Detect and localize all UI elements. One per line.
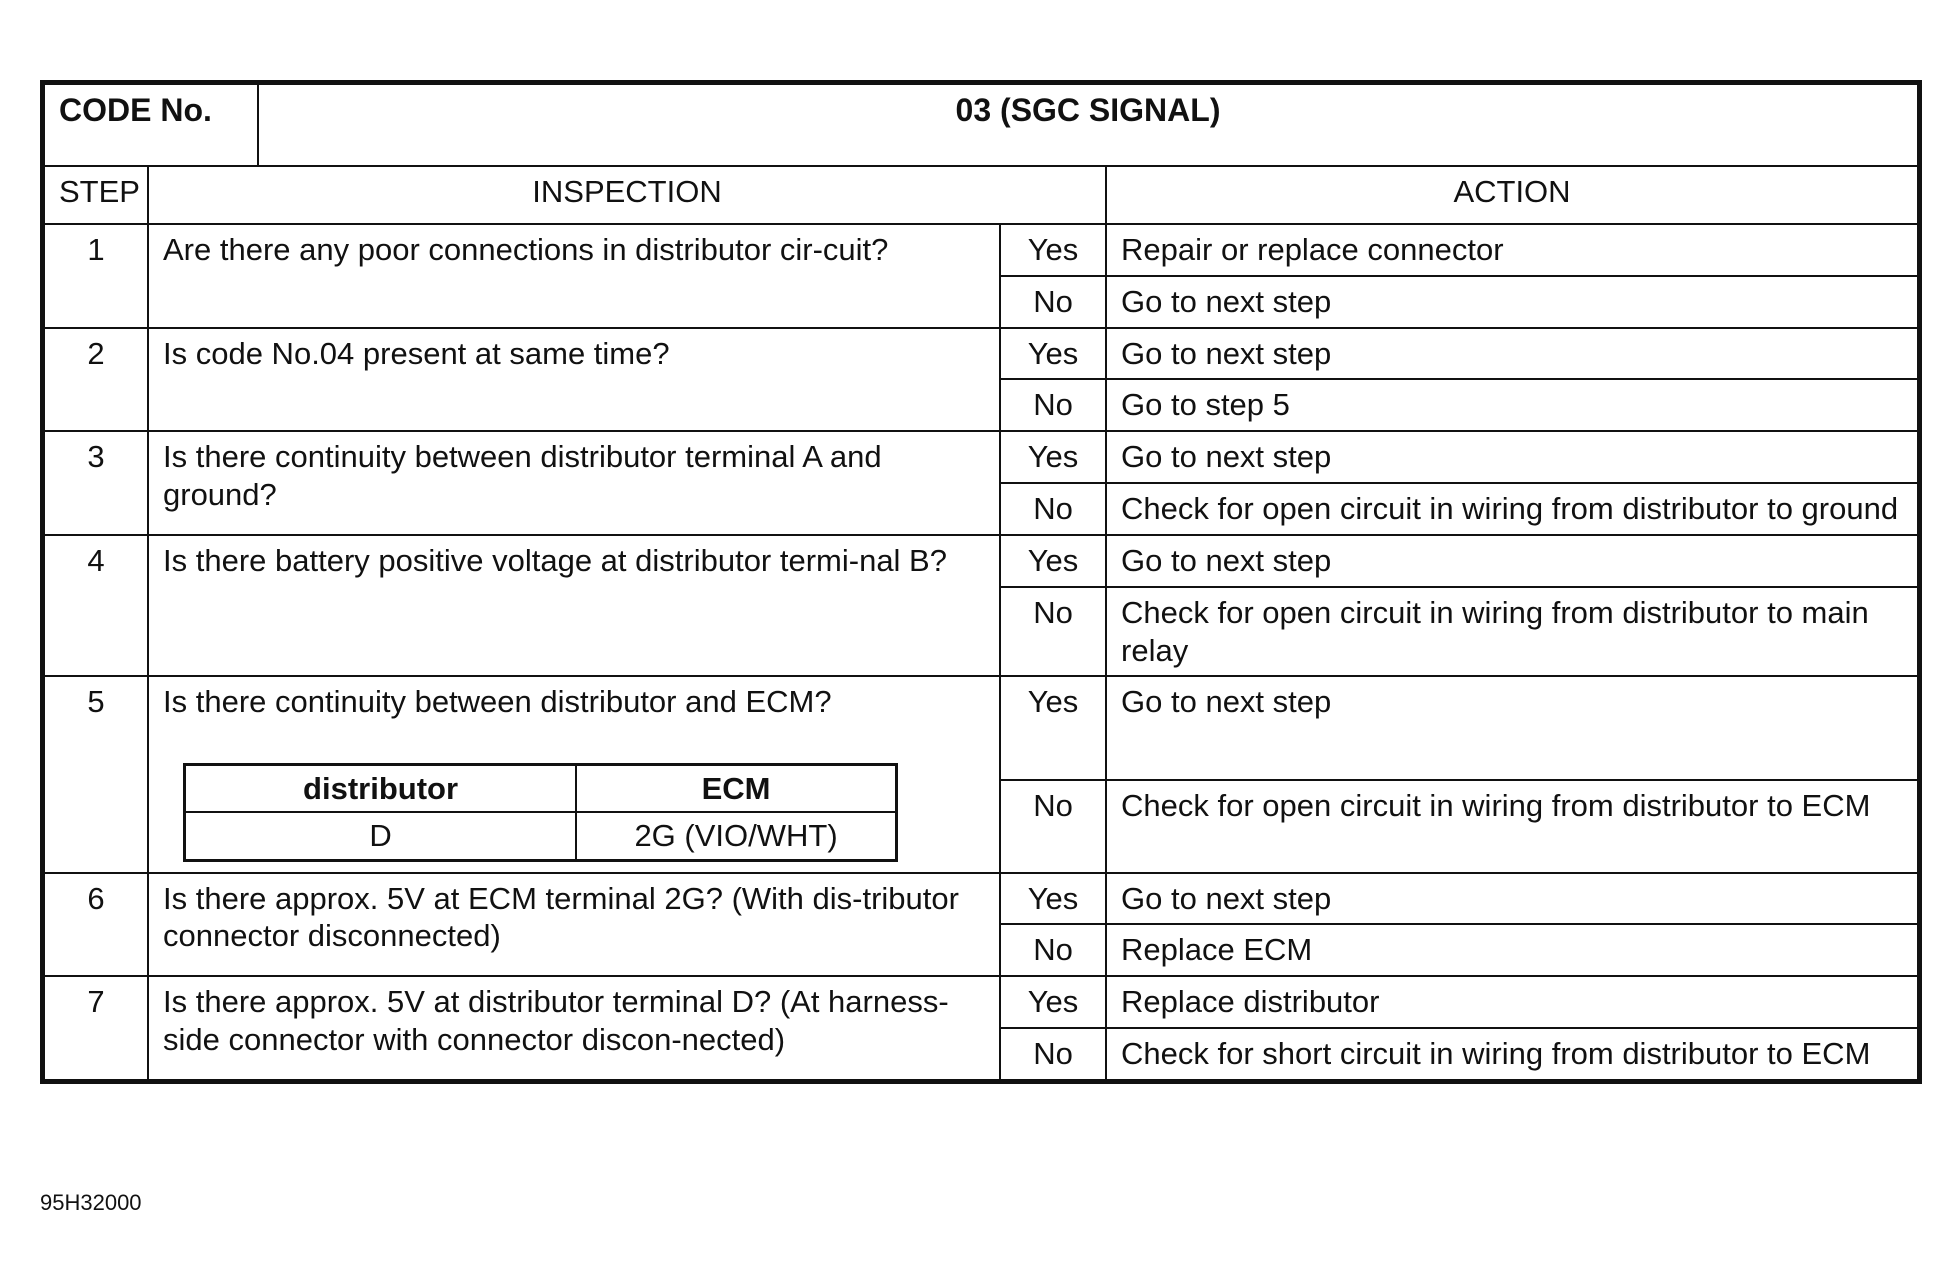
yes-label: Yes <box>1000 873 1106 925</box>
yes-label: Yes <box>1000 224 1106 276</box>
column-header-row <box>44 166 1918 224</box>
ecm-column-header: ECM <box>576 765 896 813</box>
step-number: 7 <box>44 976 148 1080</box>
table-row <box>44 328 1918 380</box>
yes-action: Go to next step <box>1106 431 1918 483</box>
table-row <box>44 676 1918 780</box>
distributor-column-header: distributor <box>185 765 577 813</box>
table-row <box>44 976 1918 1028</box>
no-action: Check for open circuit in wiring from distributor to main relay <box>1106 587 1918 677</box>
step-number: 5 <box>44 676 148 872</box>
no-label: No <box>1000 780 1106 872</box>
inspection-text: Is there continuity between distributor and ECM? <box>163 684 832 720</box>
no-label: No <box>1000 924 1106 976</box>
figure-id: 95H32000 <box>40 1190 142 1215</box>
step-column-header: STEP <box>44 166 148 224</box>
table-row <box>44 535 1918 587</box>
table-row <box>44 224 1918 276</box>
no-label: No <box>1000 276 1106 328</box>
step-number: 4 <box>44 535 148 676</box>
no-action: Go to next step <box>1106 276 1918 328</box>
yes-action: Go to next step <box>1106 328 1918 380</box>
step-number: 1 <box>44 224 148 328</box>
code-title: 03 (SGC SIGNAL) <box>258 84 1918 166</box>
connection-table-wrap <box>163 763 985 861</box>
no-label: No <box>1000 483 1106 535</box>
distributor-terminal: D <box>185 812 577 860</box>
yes-action: Replace distributor <box>1106 976 1918 1028</box>
no-action: Check for short circuit in wiring from distributor to ECM <box>1106 1028 1918 1080</box>
yes-label: Yes <box>1000 676 1106 780</box>
step-number: 2 <box>44 328 148 432</box>
connection-table-header-row <box>185 765 897 813</box>
inspection-text: Are there any poor connections in distributor cir-cuit? <box>148 224 1000 328</box>
connection-table <box>183 763 898 861</box>
yes-label: Yes <box>1000 328 1106 380</box>
action-column-header: ACTION <box>1106 166 1918 224</box>
yes-label: Yes <box>1000 431 1106 483</box>
inspection-text: Is there battery positive voltage at distributor termi-nal B? <box>148 535 1000 676</box>
yes-action: Go to next step <box>1106 873 1918 925</box>
yes-action: Go to next step <box>1106 535 1918 587</box>
yes-label: Yes <box>1000 976 1106 1028</box>
step-number: 3 <box>44 431 148 535</box>
inspection-text: Is code No.04 present at same time? <box>148 328 1000 432</box>
yes-action: Go to next step <box>1106 676 1918 780</box>
no-action: Replace ECM <box>1106 924 1918 976</box>
diagnostic-table-frame <box>40 80 1922 1084</box>
no-action: Check for open circuit in wiring from distributor to ground <box>1106 483 1918 535</box>
code-label: CODE No. <box>44 84 258 166</box>
step-number: 6 <box>44 873 148 977</box>
ecm-terminal: 2G (VIO/WHT) <box>576 812 896 860</box>
inspection-text: Is there approx. 5V at distributor terminal D? (At harness-side connector with connector discon-nected) <box>148 976 1000 1080</box>
code-row <box>44 84 1918 166</box>
no-label: No <box>1000 1028 1106 1080</box>
no-action: Check for open circuit in wiring from distributor to ECM <box>1106 780 1918 872</box>
inspection-text: Is there continuity between distributor terminal A and ground? <box>148 431 1000 535</box>
table-row <box>44 873 1918 925</box>
no-action: Go to step 5 <box>1106 379 1918 431</box>
diagnostic-table <box>43 83 1919 1081</box>
yes-action: Repair or replace connector <box>1106 224 1918 276</box>
table-row <box>44 431 1918 483</box>
inspection-column-header: INSPECTION <box>148 166 1106 224</box>
no-label: No <box>1000 379 1106 431</box>
connection-table-row <box>185 812 897 860</box>
inspection-cell <box>148 676 1000 872</box>
inspection-text: Is there approx. 5V at ECM terminal 2G? (With dis-tributor connector disconnected) <box>148 873 1000 977</box>
no-label: No <box>1000 587 1106 677</box>
yes-label: Yes <box>1000 535 1106 587</box>
